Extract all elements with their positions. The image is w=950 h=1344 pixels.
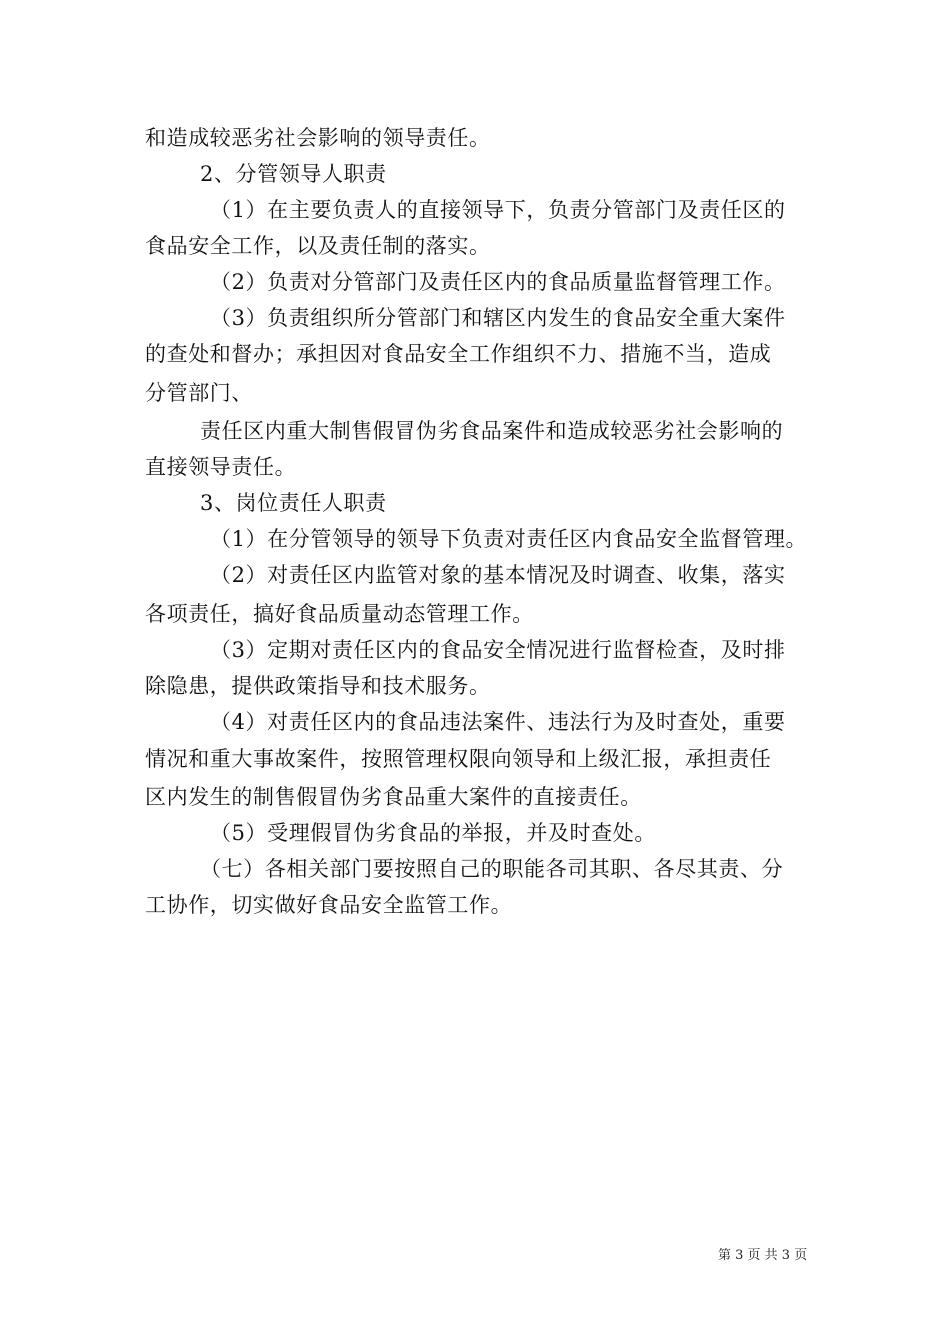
body-line: 工协作，切实做好食品安全监管工作。 [145, 893, 513, 917]
body-line: 情况和重大事故案件，按照管理权限向领导和上级汇报，承担责任 [145, 747, 772, 771]
body-line: （2）负责对分管部门及责任区内的食品质量监督管理工作。 [210, 270, 786, 294]
body-line: （1）在分管领导的领导下负责对责任区内食品安全监督管理。 [210, 527, 808, 551]
body-line: （5）受理假冒伪劣食品的举报，并及时查处。 [210, 821, 656, 845]
body-line: 和造成较恶劣社会影响的领导责任。 [145, 126, 491, 150]
body-line: 除隐患，提供政策指导和技术服务。 [145, 674, 491, 698]
body-line: （3）定期对责任区内的食品安全情况进行监督检查，及时排 [210, 638, 786, 662]
body-line: （1）在主要负责人的直接领导下，负责分管部门及责任区的 [210, 198, 786, 222]
body-line: 的查处和督办；承担因对食品安全工作组织不力、措施不当，造成 [145, 342, 772, 366]
body-line: 直接领导责任。 [145, 455, 297, 479]
body-line: 责任区内重大制售假冒伪劣食品案件和造成较恶劣社会影响的 [200, 419, 784, 443]
body-line: （七）各相关部门要按照自己的职能各司其职、各尽其责、分 [200, 857, 784, 881]
body-line: （2）对责任区内监管对象的基本情况及时调查、收集，落实 [210, 563, 786, 587]
body-line: （3）负责组织所分管部门和辖区内发生的食品安全重大案件 [210, 306, 786, 330]
section-heading: 2、分管领导人职责 [200, 162, 387, 186]
page-number: 第 3 页 共 3 页 [718, 1248, 808, 1263]
body-line: 区内发生的制售假冒伪劣食品重大案件的直接责任。 [145, 785, 642, 809]
body-line: 各项责任，搞好食品质量动态管理工作。 [145, 602, 534, 626]
body-line: （4）对责任区内的食品违法案件、违法行为及时查处，重要 [210, 710, 786, 734]
body-line: 分管部门、 [145, 381, 253, 405]
body-line: 食品安全工作，以及责任制的落实。 [145, 234, 491, 258]
section-heading: 3、岗位责任人职责 [200, 491, 387, 515]
